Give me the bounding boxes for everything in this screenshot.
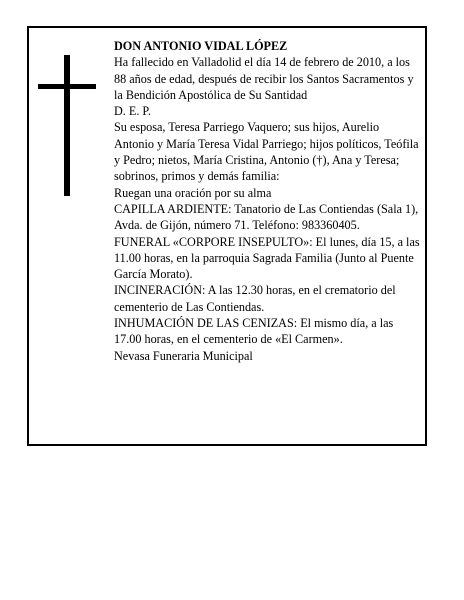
funeral-home: Nevasa Funeraria Municipal <box>114 348 253 363</box>
family-list: Su esposa, Teresa Parriego Vaquero; sus hijos, Aurelio Antonio y María Teresa Vidal Parriego; hijos políticos, Teófila y Pedro; nietos, María Cristina, Antonio (†), Ana y Teresa; sobrinos, primos y demás familia: <box>114 120 419 184</box>
deceased-name: DON ANTONIO VIDAL LÓPEZ <box>114 39 288 53</box>
prayer-request: Ruegan una oración por su alma <box>114 185 272 200</box>
death-info: Ha fallecido en Valladolid el día 14 de febrero de 2010, a los 88 años de edad, después de recibir los Santos Sacramentos y la Bendición Apostólica de Su Santidad <box>114 55 414 102</box>
cross-vertical-bar <box>64 55 70 196</box>
notice-text <box>114 38 420 364</box>
capilla-ardiente: CAPILLA ARDIENTE: Tanatorio de Las Contiendas (Sala 1), Avda. de Gijón, número 71. Teléfono: 983360405. <box>114 201 419 233</box>
inhumacion-info: INHUMACIÓN DE LAS CENIZAS: El mismo día, a las 17.00 horas, en el cementerio de «El Carmen». <box>114 316 394 347</box>
cross-horizontal-bar <box>38 84 96 89</box>
incineracion-info: INCINERACIÓN: A las 12.30 horas, en el crematorio del cementerio de Las Contiendas. <box>114 283 396 314</box>
funeral-info: FUNERAL «CORPORE INSEPULTO»: El lunes, día 15, a las 11.00 horas, en la parroquia Sagrada Familia (Junto al Puente García Morato). <box>114 234 420 282</box>
dep-text: D. E. P. <box>114 104 151 119</box>
